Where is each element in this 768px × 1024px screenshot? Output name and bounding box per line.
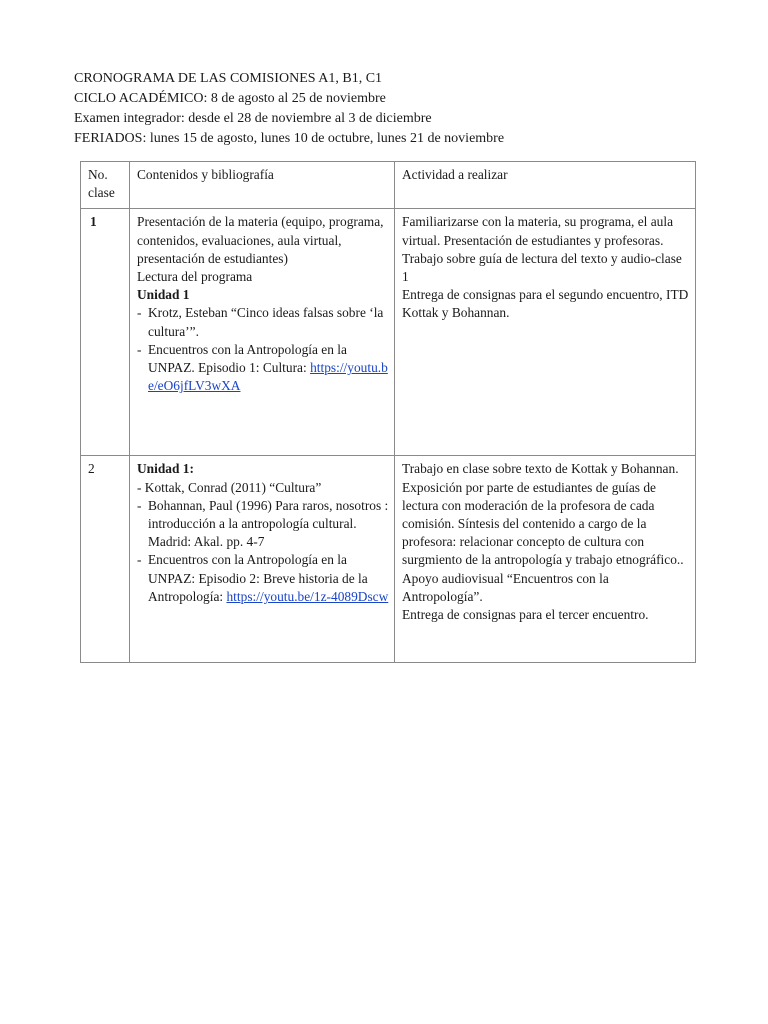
column-header-class-number: No. clase (81, 162, 130, 209)
class-number: 1 (90, 214, 97, 230)
bibliography-list (137, 497, 389, 606)
contents-intro-3: Lectura del programa (137, 269, 253, 285)
cell-class-number (81, 209, 130, 456)
unit-title: Unidad 1: (137, 461, 194, 477)
unit-title: Unidad 1 (137, 287, 190, 303)
header-academic-cycle: CICLO ACADÉMICO: 8 de agosto al 25 de noviembre (74, 91, 386, 106)
bibliography-item: Encuentros con la Antropología en la UNPAZ. Episodio 1: Cultura: (148, 341, 347, 376)
list-item (137, 551, 389, 606)
cell-class-number (81, 456, 130, 663)
activity-text: Apoyo audiovisual “Encuentros con la Antropología”. (402, 570, 609, 604)
column-header-activity: Actividad a realizar (395, 162, 696, 209)
bibliography-item: Encuentros con la Antropología en la UNPAZ: Episodio 2: Breve historia de la Antropología: (148, 552, 368, 604)
activity-text: Trabajo en clase sobre texto de Kottak y Bohannan. (402, 461, 679, 477)
activity-text: Entrega de consignas para el tercer encuentro. (402, 607, 649, 623)
document-header (74, 69, 714, 149)
contents-intro: - Kottak, Conrad (2011) “Cultura” (137, 479, 322, 495)
activity-text: Trabajo sobre guía de lectura del texto y audio-clase 1 (402, 250, 682, 285)
header-title: CRONOGRAMA DE LAS COMISIONES A1, B1, C1 (74, 71, 383, 86)
header-holidays: FERIADOS: lunes 15 de agosto, lunes 10 de octubre, lunes 21 de noviembre (74, 131, 505, 146)
schedule-table (80, 161, 696, 663)
contents-intro: Presentación de la materia (equipo, programa, contenidos, evaluaciones, aula virtual, (137, 214, 384, 248)
table-row (81, 456, 696, 663)
table-header-row (81, 162, 696, 209)
class-number: 2 (88, 461, 95, 477)
cell-contents (130, 209, 395, 456)
table-row (81, 209, 696, 456)
cell-activity (395, 456, 696, 663)
activity-text: Entrega de consignas para el segundo encuentro, ITD Kottak y Bohannan. (402, 287, 689, 321)
bibliography-list (137, 304, 389, 395)
bibliography-item: Bohannan, Paul (1996) Para raros, nosotros : introducción a la antropología cultural. Madrid: Akal. pp. 4-7 (148, 497, 389, 550)
activity-text: Familiarizarse con la materia, su programa, el aula virtual. Presentación de estudiantes y profesoras. (402, 214, 674, 248)
list-item (137, 497, 389, 552)
cell-activity (395, 209, 696, 456)
activity-text: Exposición por parte de estudiantes de guías de lectura con moderación de la profesora de cada comisión. Síntesis del contenido a cargo de la profesora: relacionar concepto de cultura con surgmiento de la antropología y trabajo etnográfico.. (402, 479, 684, 568)
list-item (137, 341, 389, 396)
bibliography-item: Krotz, Esteban “Cinco ideas falsas sobre ‘la cultura’”. (148, 305, 384, 339)
header-final-exam: Examen integrador: desde el 28 de noviembre al 3 de diciembre (74, 111, 432, 126)
video-link[interactable]: https://youtu.be/eO6jfLV3wXA (148, 360, 388, 394)
contents-intro-2: presentación de estudiantes) (137, 250, 288, 266)
cell-contents (130, 456, 395, 663)
list-item (137, 304, 389, 340)
column-header-contents: Contenidos y bibliografía (130, 162, 395, 209)
video-link[interactable]: https://youtu.be/1z-4089Dscw (226, 588, 389, 604)
